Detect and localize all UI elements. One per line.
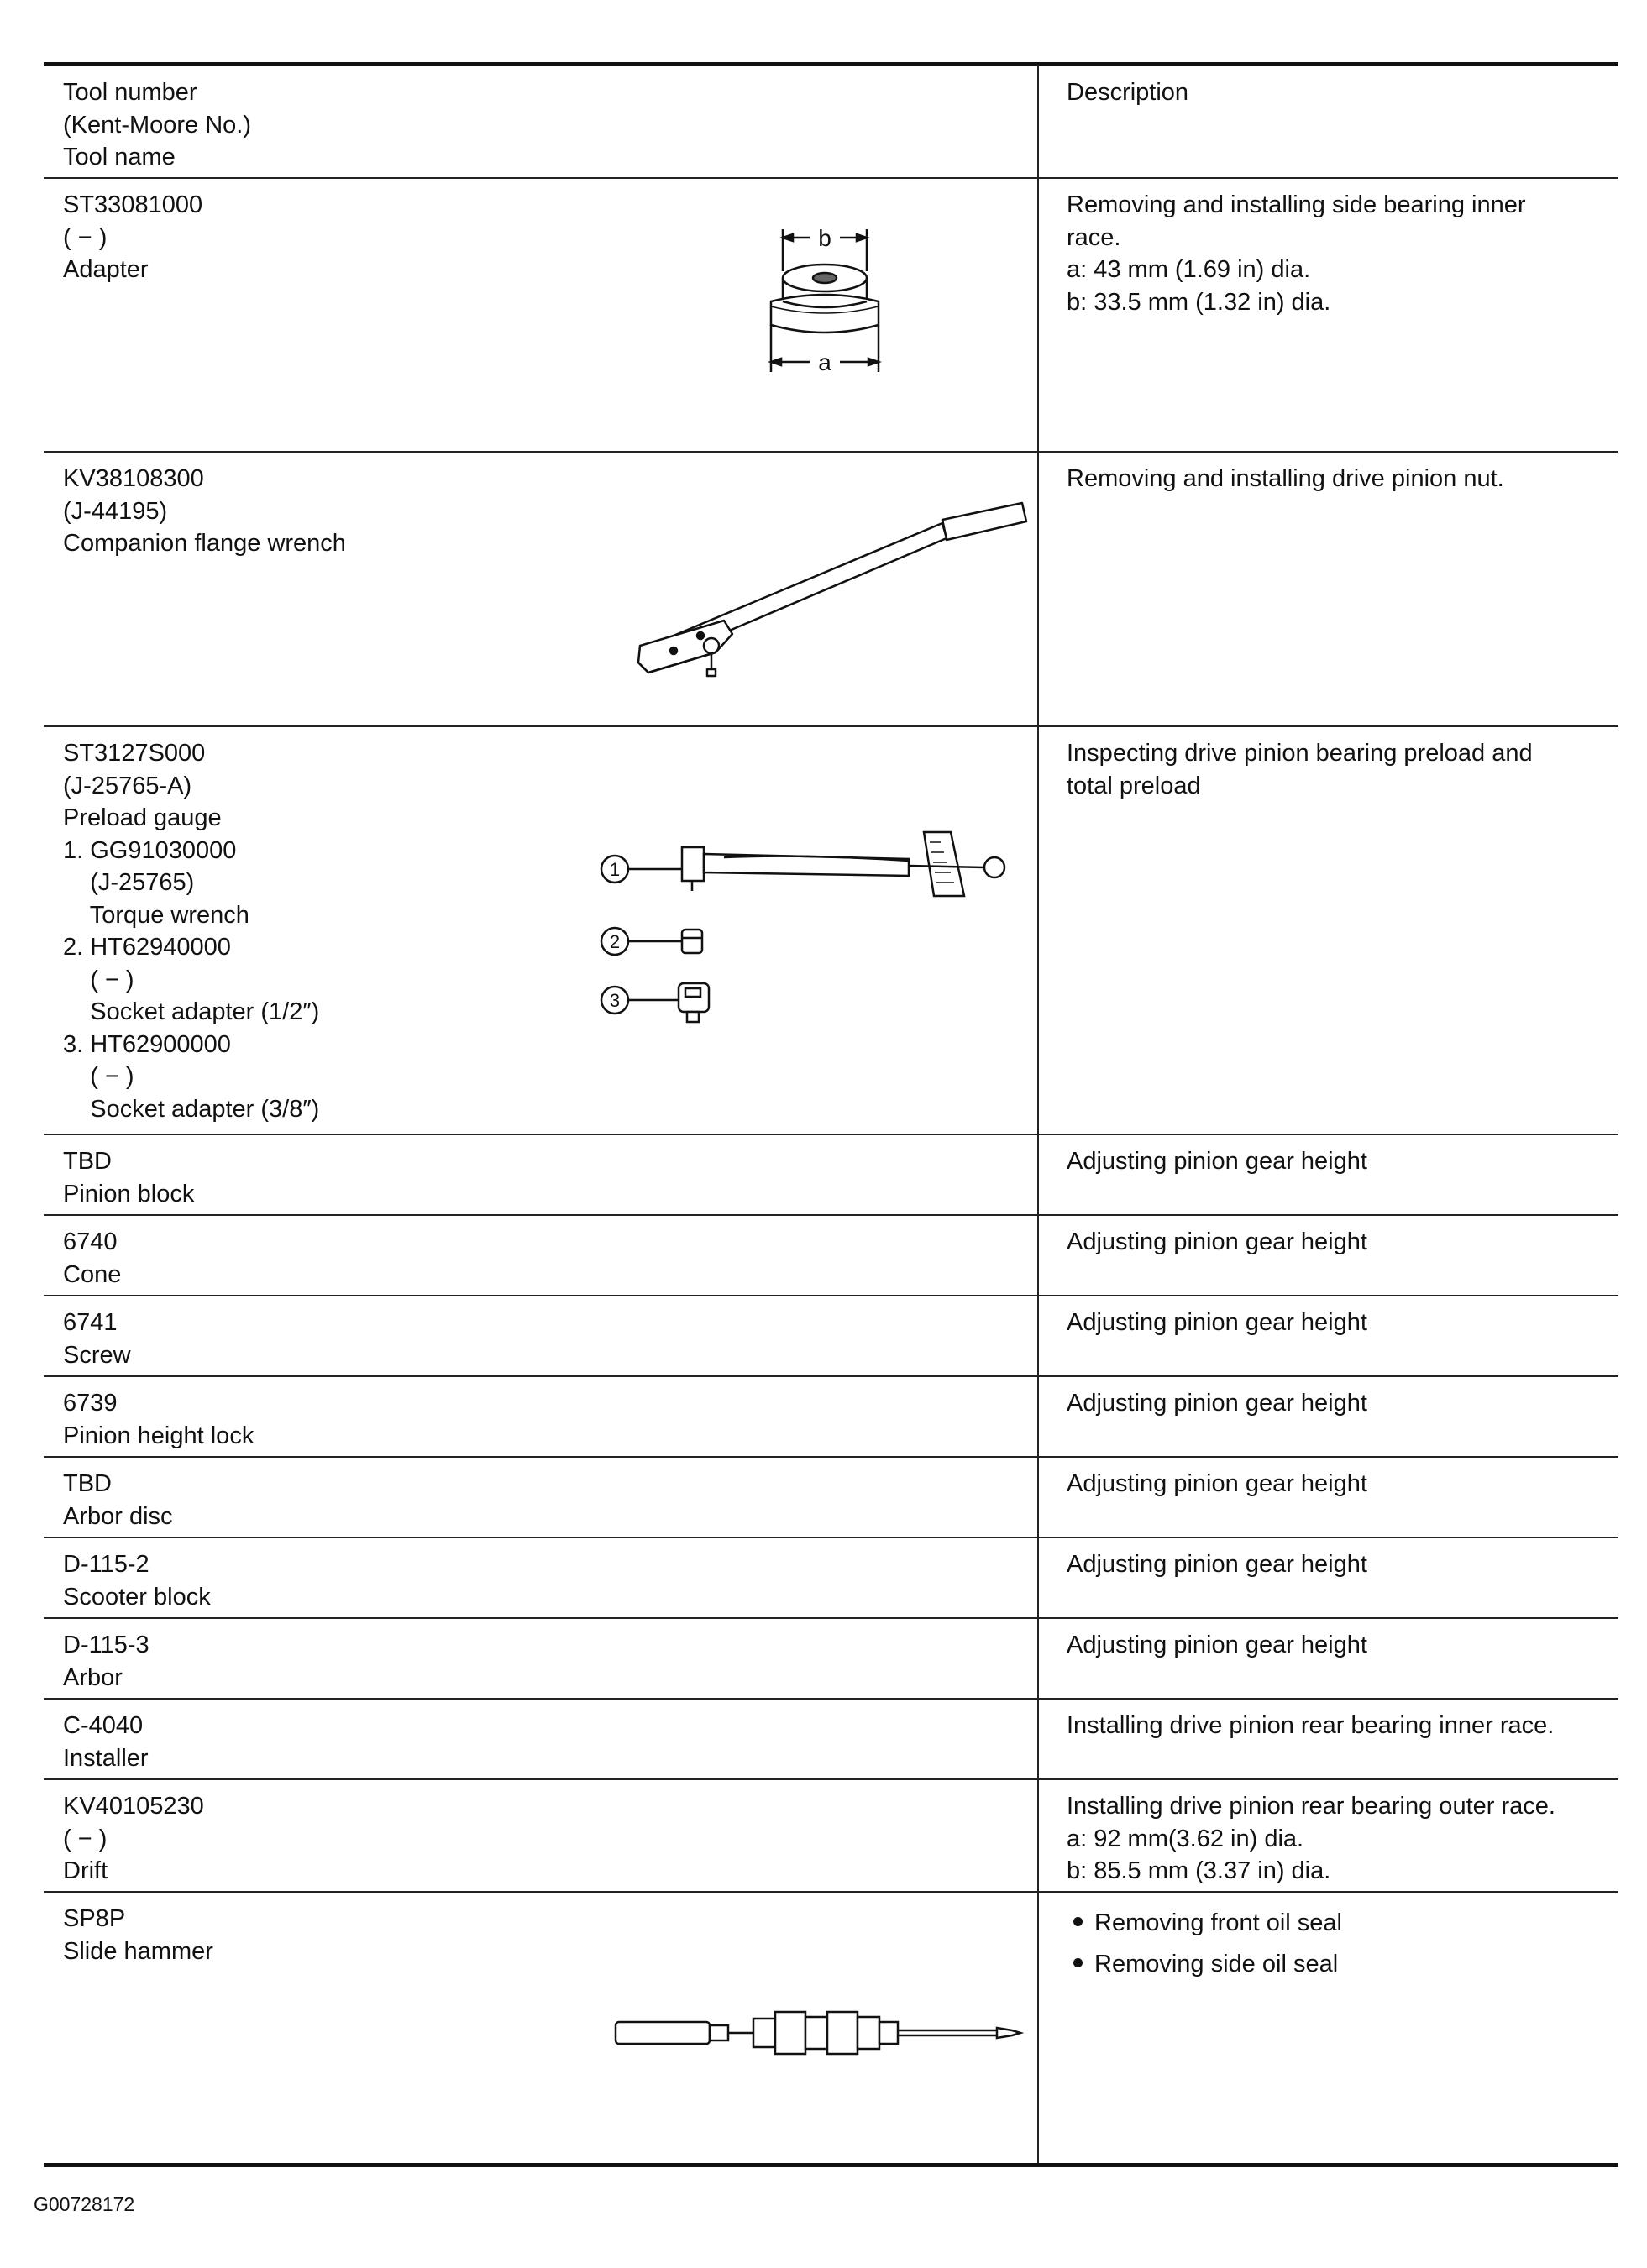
tool-name: Arbor — [63, 1663, 123, 1691]
table-row — [44, 1296, 1618, 1377]
tool-name: Pinion height lock — [63, 1422, 254, 1449]
dimension-a-label: a — [818, 349, 831, 375]
table-row — [44, 1377, 1618, 1458]
description-cell — [1073, 1903, 1342, 1985]
description-cell: Adjusting pinion gear height — [1067, 1470, 1367, 1497]
tool-name: Installer — [63, 1744, 149, 1772]
tool-number: TBD — [63, 1148, 112, 1175]
tool-number: ST3127S000 — [63, 740, 206, 767]
tool-number: SP8P — [63, 1905, 126, 1932]
tool-cell — [63, 189, 202, 286]
bullet-item — [1073, 1944, 1342, 1985]
preload-gauge-figure-icon — [590, 824, 1060, 1042]
tool-number: KV40105230 — [63, 1793, 204, 1820]
description-line: b: 85.5 mm (3.37 in) dia. — [1067, 1857, 1331, 1884]
description-cell — [1067, 1790, 1555, 1888]
tool-name: Slide hammer — [63, 1937, 213, 1965]
callout-2: 2 — [609, 931, 621, 952]
header-kent-moore: (Kent-Moore No.) — [63, 111, 252, 139]
table-row — [44, 453, 1618, 727]
tool-cell — [63, 1790, 204, 1888]
header-tool-column — [63, 76, 251, 174]
tool-number: ST33081000 — [63, 191, 203, 218]
description-cell: Adjusting pinion gear height — [1067, 1632, 1367, 1658]
table-row — [44, 1216, 1618, 1296]
table-bottom-rule — [44, 2163, 1618, 2167]
tool-name: Adapter — [63, 256, 149, 283]
table-row — [44, 1458, 1618, 1538]
description-cell: Adjusting pinion gear height — [1067, 1228, 1367, 1255]
tool-name: Cone — [63, 1260, 122, 1288]
kent-moore-number: (J-44195) — [63, 497, 168, 525]
table-row — [44, 1135, 1618, 1216]
sub-tool-line: 3. HT62900000 — [63, 1030, 231, 1058]
tool-cell — [63, 1468, 173, 1532]
adapter-figure-icon — [732, 212, 934, 414]
tool-cell — [63, 1548, 211, 1613]
description-line: total preload — [1067, 772, 1201, 799]
header-tool-name: Tool name — [63, 144, 176, 170]
bullet-item — [1073, 1903, 1342, 1944]
kent-moore-number: ( − ) — [63, 1825, 108, 1852]
description-cell: Adjusting pinion gear height — [1067, 1551, 1367, 1578]
table-row — [44, 1538, 1618, 1619]
description-cell — [1067, 737, 1533, 802]
sub-tool-line: Socket adapter (1/2″) — [63, 998, 320, 1025]
tool-number: 6740 — [63, 1228, 118, 1255]
description-cell: Installing drive pinion rear bearing inner race. — [1067, 1712, 1555, 1739]
table-row — [44, 179, 1618, 453]
bullet-icon — [1073, 1917, 1083, 1926]
tool-cell — [63, 1145, 194, 1210]
tool-name: Preload gauge — [63, 804, 222, 831]
description-line: a: 92 mm(3.62 in) dia. — [1067, 1825, 1304, 1852]
tool-number: 6741 — [63, 1309, 118, 1336]
tool-cell — [63, 1629, 149, 1694]
bullet-text: Removing front oil seal — [1094, 1909, 1342, 1936]
description-line: race. — [1067, 223, 1121, 251]
description-line: Removing and installing drive pinion nut. — [1067, 465, 1504, 492]
tool-cell — [63, 1226, 121, 1291]
table-row — [44, 1700, 1618, 1780]
sub-tool-line: ( − ) — [63, 966, 134, 993]
kent-moore-number: ( − ) — [63, 223, 108, 251]
table-row — [44, 1893, 1618, 2163]
description-cell — [1067, 463, 1504, 495]
callout-1: 1 — [609, 859, 621, 880]
table-row — [44, 1780, 1618, 1893]
tool-number: 6739 — [63, 1390, 118, 1417]
dimension-b-label: b — [818, 225, 831, 251]
description-line: Removing and installing side bearing inner — [1067, 191, 1526, 218]
description-cell — [1067, 189, 1526, 318]
tool-name: Arbor disc — [63, 1502, 173, 1530]
description-cell: Adjusting pinion gear height — [1067, 1390, 1367, 1417]
sub-tool-line: 1. GG91030000 — [63, 836, 237, 864]
header-tool-number: Tool number — [63, 79, 197, 106]
table-row — [44, 1619, 1618, 1700]
description-cell: Adjusting pinion gear height — [1067, 1309, 1367, 1336]
tool-cell — [63, 463, 346, 560]
tool-cell — [63, 1387, 254, 1452]
sub-tool-line: Socket adapter (3/8″) — [63, 1095, 320, 1123]
sub-tool-line: ( − ) — [63, 1063, 134, 1090]
tool-name: Screw — [63, 1341, 131, 1369]
table-row — [44, 727, 1618, 1135]
tool-cell — [63, 1307, 131, 1371]
sub-tool-line: 2. HT62940000 — [63, 934, 231, 961]
companion-flange-wrench-figure-icon — [590, 486, 1043, 704]
tool-cell — [63, 1903, 213, 1967]
tool-name: Companion flange wrench — [63, 530, 346, 557]
tool-name: Scooter block — [63, 1583, 211, 1611]
header-description: Description — [1067, 79, 1189, 106]
description-line: Inspecting drive pinion bearing preload and — [1067, 740, 1533, 767]
bullet-text: Removing side oil seal — [1094, 1951, 1339, 1977]
tool-number: TBD — [63, 1470, 112, 1497]
table-header-row — [44, 66, 1618, 179]
sub-tool-line: (J-25765) — [63, 869, 195, 896]
slide-hammer-figure-icon — [611, 2000, 1031, 2067]
sub-tool-line: Torque wrench — [63, 901, 249, 929]
tool-name: Drift — [63, 1857, 108, 1884]
tool-cell — [63, 1710, 149, 1774]
tool-number: KV38108300 — [63, 465, 204, 492]
figure-code: G00728172 — [34, 2193, 135, 2215]
callout-3: 3 — [609, 990, 621, 1011]
description-line: Installing drive pinion rear bearing outer race. — [1067, 1793, 1555, 1820]
description-line: a: 43 mm (1.69 in) dia. — [1067, 256, 1311, 283]
tool-cell — [63, 737, 319, 1125]
description-line: b: 33.5 mm (1.32 in) dia. — [1067, 288, 1331, 316]
description-cell: Adjusting pinion gear height — [1067, 1148, 1367, 1175]
bullet-icon — [1073, 1958, 1083, 1967]
tool-number: D-115-3 — [63, 1632, 149, 1658]
tool-number: D-115-2 — [63, 1551, 149, 1578]
kent-moore-number: (J-25765-A) — [63, 772, 192, 799]
tool-number: C-4040 — [63, 1712, 144, 1739]
tool-name: Pinion block — [63, 1180, 195, 1207]
